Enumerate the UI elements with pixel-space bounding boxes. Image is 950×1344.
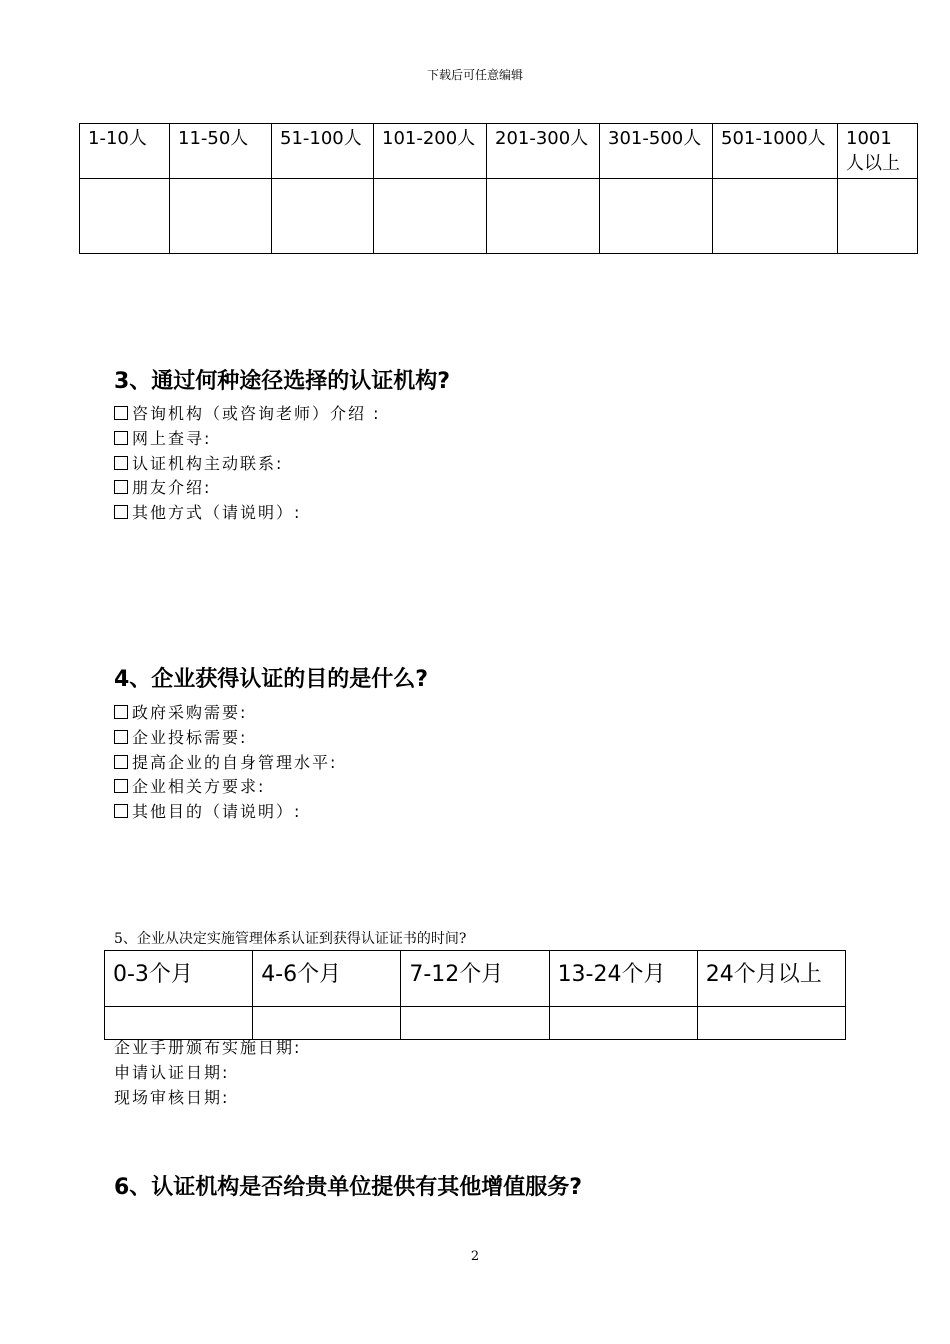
- option-item[interactable]: [114, 701, 337, 726]
- question-3-title: 3、通过何种途径选择的认证机构?: [114, 369, 451, 394]
- option-label: 咨询机构（或咨询老师）介绍 :: [132, 404, 381, 423]
- answer-cell[interactable]: [374, 179, 487, 254]
- option-label: 企业相关方要求:: [132, 777, 266, 797]
- table-header-cell: 101-200人: [374, 124, 487, 179]
- table-answer-row: [105, 1007, 846, 1040]
- question-6-title: 6、认证机构是否给贵单位提供有其他增值服务?: [114, 1175, 583, 1200]
- answer-cell[interactable]: [600, 179, 713, 254]
- checkbox[interactable]: [114, 730, 128, 744]
- option-label: 网上查寻:: [132, 428, 212, 448]
- option-label: 其他目的（请说明）:: [132, 802, 302, 822]
- question-4-title: 4、企业获得认证的目的是什么?: [114, 667, 429, 692]
- answer-cell[interactable]: [838, 179, 918, 254]
- manual-release-date-field[interactable]: 企业手册颁布实施日期:: [114, 1038, 302, 1057]
- checkbox[interactable]: [114, 431, 128, 445]
- date-fields: [114, 1036, 301, 1110]
- table-header-cell: 201-300人: [487, 124, 600, 179]
- employee-count-table: [79, 123, 918, 254]
- option-label: 政府采购需要:: [132, 703, 248, 722]
- table-header-cell: 1-10人: [80, 124, 170, 179]
- checkbox[interactable]: [114, 779, 128, 793]
- checkbox[interactable]: [114, 505, 128, 519]
- answer-cell[interactable]: [80, 179, 170, 254]
- checkbox[interactable]: [114, 406, 128, 420]
- answer-cell[interactable]: [170, 179, 272, 254]
- table-header-cell: 24个月以上: [697, 951, 845, 1007]
- checkbox[interactable]: [114, 755, 128, 769]
- option-item[interactable]: [114, 476, 380, 501]
- table-header-row: [105, 951, 846, 1007]
- table-answer-row: [80, 179, 918, 254]
- answer-cell[interactable]: [549, 1007, 697, 1040]
- application-date-field[interactable]: 申请认证日期:: [114, 1062, 230, 1082]
- table-header-cell: 7-12个月: [401, 951, 549, 1007]
- question-3-options: [114, 402, 380, 526]
- option-item[interactable]: [114, 501, 380, 526]
- option-item[interactable]: [114, 775, 337, 800]
- header-note: 下载后可任意编辑: [426, 68, 523, 82]
- option-label: 企业投标需要:: [132, 727, 248, 747]
- option-item[interactable]: [114, 726, 337, 751]
- option-label: 认证机构主动联系:: [132, 453, 284, 473]
- option-item[interactable]: [114, 751, 337, 776]
- answer-cell[interactable]: [401, 1007, 549, 1040]
- table-header-row: [80, 124, 918, 179]
- table-header-cell: 11-50人: [170, 124, 272, 179]
- answer-cell[interactable]: [272, 179, 374, 254]
- table-header-cell: 1001人以上: [838, 124, 918, 179]
- checkbox[interactable]: [114, 480, 128, 494]
- answer-cell[interactable]: [105, 1007, 253, 1040]
- table-header-cell: 13-24个月: [549, 951, 697, 1007]
- table-header-cell: 301-500人: [600, 124, 713, 179]
- page-number: 2: [470, 1249, 480, 1264]
- checkbox[interactable]: [114, 804, 128, 818]
- answer-cell[interactable]: [487, 179, 600, 254]
- answer-cell[interactable]: [253, 1007, 401, 1040]
- option-item[interactable]: [114, 800, 337, 825]
- checkbox[interactable]: [114, 705, 128, 719]
- question-5-title: 5、企业从决定实施管理体系认证到获得认证证书的时间?: [114, 931, 467, 947]
- certification-time-table: [104, 950, 846, 1040]
- option-label: 其他方式（请说明）:: [132, 503, 302, 523]
- table-header-cell: 51-100人: [272, 124, 374, 179]
- option-label: 朋友介绍:: [132, 478, 212, 498]
- question-4-options: [114, 701, 337, 825]
- option-item[interactable]: [114, 402, 380, 427]
- table-header-cell: 4-6个月: [253, 951, 401, 1007]
- answer-cell[interactable]: [713, 179, 838, 254]
- option-item[interactable]: [114, 452, 380, 477]
- table-header-cell: 0-3个月: [105, 951, 253, 1007]
- table-header-cell: 501-1000人: [713, 124, 838, 179]
- option-item[interactable]: [114, 427, 380, 452]
- checkbox[interactable]: [114, 456, 128, 470]
- answer-cell[interactable]: [697, 1007, 845, 1040]
- onsite-audit-date-field[interactable]: 现场审核日期:: [114, 1087, 230, 1107]
- option-label: 提高企业的自身管理水平:: [132, 752, 338, 772]
